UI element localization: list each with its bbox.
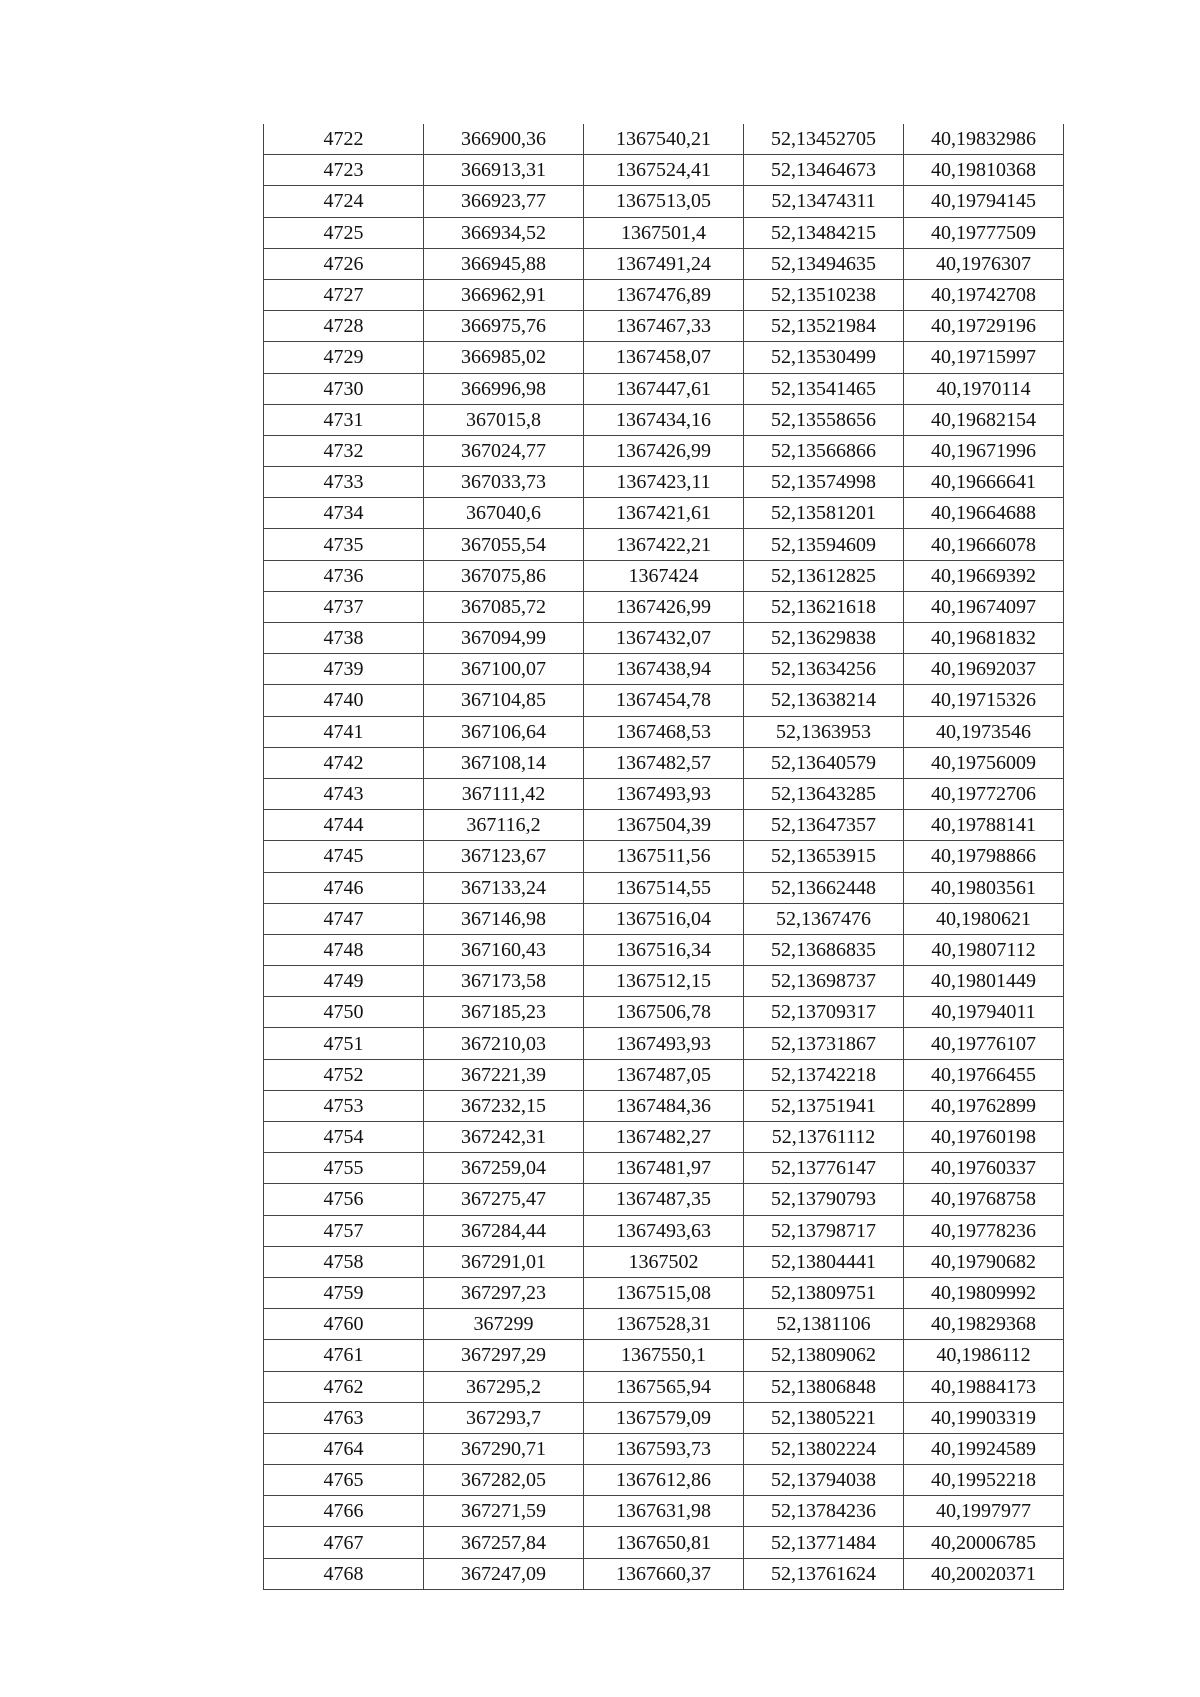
point-number-cell: 4761 [264,1340,424,1371]
x-coordinate-cell: 367024,77 [424,435,584,466]
longitude-cell: 40,19762899 [904,1090,1064,1121]
longitude-cell: 40,19884173 [904,1371,1064,1402]
point-number-cell: 4723 [264,155,424,186]
y-coordinate-cell: 1367593,73 [584,1433,744,1464]
point-number-cell: 4757 [264,1215,424,1246]
x-coordinate-cell: 367282,05 [424,1465,584,1496]
y-coordinate-cell: 1367502 [584,1246,744,1277]
table-row [264,810,1064,841]
longitude-cell: 40,1970114 [904,373,1064,404]
x-coordinate-cell: 367293,7 [424,1402,584,1433]
latitude-cell: 52,13742218 [744,1059,904,1090]
y-coordinate-cell: 1367438,94 [584,654,744,685]
latitude-cell: 52,13761112 [744,1122,904,1153]
longitude-cell: 40,19810368 [904,155,1064,186]
x-coordinate-cell: 367259,04 [424,1153,584,1184]
table-row [264,997,1064,1028]
point-number-cell: 4744 [264,810,424,841]
longitude-cell: 40,1986112 [904,1340,1064,1371]
x-coordinate-cell: 367290,71 [424,1433,584,1464]
point-number-cell: 4753 [264,1090,424,1121]
y-coordinate-cell: 1367524,41 [584,155,744,186]
point-number-cell: 4752 [264,1059,424,1090]
x-coordinate-cell: 367033,73 [424,467,584,498]
point-number-cell: 4733 [264,467,424,498]
y-coordinate-cell: 1367506,78 [584,997,744,1028]
point-number-cell: 4768 [264,1558,424,1589]
table-row [264,1153,1064,1184]
table-row [264,124,1064,155]
latitude-cell: 52,13771484 [744,1527,904,1558]
table-row [264,1090,1064,1121]
latitude-cell: 52,13806848 [744,1371,904,1402]
point-number-cell: 4734 [264,498,424,529]
y-coordinate-cell: 1367493,93 [584,778,744,809]
table-row [264,560,1064,591]
x-coordinate-cell: 367100,07 [424,654,584,685]
x-coordinate-cell: 366962,91 [424,279,584,310]
y-coordinate-cell: 1367482,57 [584,747,744,778]
latitude-cell: 52,13686835 [744,934,904,965]
table-row [264,1309,1064,1340]
x-coordinate-cell: 367271,59 [424,1496,584,1527]
point-number-cell: 4755 [264,1153,424,1184]
longitude-cell: 40,20020371 [904,1558,1064,1589]
y-coordinate-cell: 1367426,99 [584,591,744,622]
point-number-cell: 4751 [264,1028,424,1059]
latitude-cell: 52,13643285 [744,778,904,809]
table-row [264,1277,1064,1308]
y-coordinate-cell: 1367487,05 [584,1059,744,1090]
latitude-cell: 52,13709317 [744,997,904,1028]
latitude-cell: 52,13510238 [744,279,904,310]
table-row [264,1402,1064,1433]
y-coordinate-cell: 1367482,27 [584,1122,744,1153]
y-coordinate-cell: 1367501,4 [584,217,744,248]
table-row [264,1340,1064,1371]
y-coordinate-cell: 1367514,55 [584,872,744,903]
y-coordinate-cell: 1367516,04 [584,903,744,934]
longitude-cell: 40,19807112 [904,934,1064,965]
x-coordinate-cell: 366934,52 [424,217,584,248]
longitude-cell: 40,19903319 [904,1402,1064,1433]
point-number-cell: 4766 [264,1496,424,1527]
table-row [264,217,1064,248]
point-number-cell: 4749 [264,966,424,997]
y-coordinate-cell: 1367423,11 [584,467,744,498]
point-number-cell: 4762 [264,1371,424,1402]
latitude-cell: 52,13776147 [744,1153,904,1184]
x-coordinate-cell: 367055,54 [424,529,584,560]
table-row [264,467,1064,498]
longitude-cell: 40,19674097 [904,591,1064,622]
y-coordinate-cell: 1367421,61 [584,498,744,529]
point-number-cell: 4760 [264,1309,424,1340]
longitude-cell: 40,19794011 [904,997,1064,1028]
x-coordinate-cell: 367210,03 [424,1028,584,1059]
y-coordinate-cell: 1367550,1 [584,1340,744,1371]
longitude-cell: 40,19692037 [904,654,1064,685]
latitude-cell: 52,13452705 [744,124,904,155]
point-number-cell: 4741 [264,716,424,747]
point-number-cell: 4722 [264,124,424,155]
y-coordinate-cell: 1367426,99 [584,435,744,466]
longitude-cell: 40,19682154 [904,404,1064,435]
x-coordinate-cell: 366975,76 [424,311,584,342]
latitude-cell: 52,13640579 [744,747,904,778]
x-coordinate-cell: 367075,86 [424,560,584,591]
point-number-cell: 4737 [264,591,424,622]
latitude-cell: 52,13805221 [744,1402,904,1433]
longitude-cell: 40,19671996 [904,435,1064,466]
y-coordinate-cell: 1367660,37 [584,1558,744,1589]
latitude-cell: 52,13558656 [744,404,904,435]
y-coordinate-cell: 1367511,56 [584,841,744,872]
latitude-cell: 52,13594609 [744,529,904,560]
y-coordinate-cell: 1367422,21 [584,529,744,560]
table-row [264,778,1064,809]
table-row [264,1028,1064,1059]
point-number-cell: 4732 [264,435,424,466]
longitude-cell: 40,19832986 [904,124,1064,155]
table-row [264,1059,1064,1090]
x-coordinate-cell: 366996,98 [424,373,584,404]
longitude-cell: 40,19952218 [904,1465,1064,1496]
longitude-cell: 40,1976307 [904,248,1064,279]
latitude-cell: 52,13484215 [744,217,904,248]
table-row [264,1558,1064,1589]
longitude-cell: 40,19924589 [904,1433,1064,1464]
latitude-cell: 52,13731867 [744,1028,904,1059]
table-row [264,1215,1064,1246]
y-coordinate-cell: 1367540,21 [584,124,744,155]
table-row [264,1465,1064,1496]
latitude-cell: 52,13653915 [744,841,904,872]
table-row [264,841,1064,872]
x-coordinate-cell: 367221,39 [424,1059,584,1090]
y-coordinate-cell: 1367579,09 [584,1402,744,1433]
table-row [264,529,1064,560]
latitude-cell: 52,13474311 [744,186,904,217]
table-row [264,716,1064,747]
table-row [264,435,1064,466]
point-number-cell: 4764 [264,1433,424,1464]
y-coordinate-cell: 1367424 [584,560,744,591]
latitude-cell: 52,13802224 [744,1433,904,1464]
longitude-cell: 40,19801449 [904,966,1064,997]
table-row [264,1371,1064,1402]
table-row [264,373,1064,404]
longitude-cell: 40,19809992 [904,1277,1064,1308]
latitude-cell: 52,13612825 [744,560,904,591]
latitude-cell: 52,13494635 [744,248,904,279]
latitude-cell: 52,13647357 [744,810,904,841]
table-row [264,342,1064,373]
point-number-cell: 4740 [264,685,424,716]
table-row [264,1184,1064,1215]
latitude-cell: 52,13566866 [744,435,904,466]
x-coordinate-cell: 367275,47 [424,1184,584,1215]
y-coordinate-cell: 1367493,63 [584,1215,744,1246]
latitude-cell: 52,13629838 [744,623,904,654]
latitude-cell: 52,1381106 [744,1309,904,1340]
table-row [264,903,1064,934]
y-coordinate-cell: 1367454,78 [584,685,744,716]
point-number-cell: 4731 [264,404,424,435]
latitude-cell: 52,13541465 [744,373,904,404]
longitude-cell: 40,19788141 [904,810,1064,841]
point-number-cell: 4727 [264,279,424,310]
longitude-cell: 40,19772706 [904,778,1064,809]
table-row [264,1122,1064,1153]
latitude-cell: 52,13634256 [744,654,904,685]
x-coordinate-cell: 367173,58 [424,966,584,997]
point-number-cell: 4726 [264,248,424,279]
y-coordinate-cell: 1367432,07 [584,623,744,654]
x-coordinate-cell: 367297,29 [424,1340,584,1371]
table-row [264,186,1064,217]
longitude-cell: 40,19776107 [904,1028,1064,1059]
y-coordinate-cell: 1367481,97 [584,1153,744,1184]
latitude-cell: 52,13790793 [744,1184,904,1215]
y-coordinate-cell: 1367515,08 [584,1277,744,1308]
latitude-cell: 52,13809062 [744,1340,904,1371]
y-coordinate-cell: 1367458,07 [584,342,744,373]
longitude-cell: 40,19829368 [904,1309,1064,1340]
latitude-cell: 52,13638214 [744,685,904,716]
latitude-cell: 52,13662448 [744,872,904,903]
x-coordinate-cell: 366985,02 [424,342,584,373]
table-row [264,685,1064,716]
latitude-cell: 52,13581201 [744,498,904,529]
longitude-cell: 40,19742708 [904,279,1064,310]
x-coordinate-cell: 367295,2 [424,1371,584,1402]
x-coordinate-cell: 366913,31 [424,155,584,186]
latitude-cell: 52,13621618 [744,591,904,622]
x-coordinate-cell: 366945,88 [424,248,584,279]
point-number-cell: 4745 [264,841,424,872]
x-coordinate-cell: 367284,44 [424,1215,584,1246]
latitude-cell: 52,13809751 [744,1277,904,1308]
y-coordinate-cell: 1367650,81 [584,1527,744,1558]
table-row [264,311,1064,342]
y-coordinate-cell: 1367447,61 [584,373,744,404]
point-number-cell: 4725 [264,217,424,248]
longitude-cell: 40,19760337 [904,1153,1064,1184]
point-number-cell: 4746 [264,872,424,903]
x-coordinate-cell: 367299 [424,1309,584,1340]
table-row [264,966,1064,997]
y-coordinate-cell: 1367512,15 [584,966,744,997]
latitude-cell: 52,13784236 [744,1496,904,1527]
latitude-cell: 52,1367476 [744,903,904,934]
y-coordinate-cell: 1367491,24 [584,248,744,279]
point-number-cell: 4742 [264,747,424,778]
x-coordinate-cell: 367108,14 [424,747,584,778]
point-number-cell: 4729 [264,342,424,373]
table-row [264,1433,1064,1464]
table-row [264,747,1064,778]
y-coordinate-cell: 1367493,93 [584,1028,744,1059]
x-coordinate-cell: 367185,23 [424,997,584,1028]
longitude-cell: 40,19777509 [904,217,1064,248]
point-number-cell: 4750 [264,997,424,1028]
latitude-cell: 52,13698737 [744,966,904,997]
point-number-cell: 4763 [264,1402,424,1433]
latitude-cell: 52,13761624 [744,1558,904,1589]
table-row [264,1246,1064,1277]
x-coordinate-cell: 367257,84 [424,1527,584,1558]
longitude-cell: 40,19778236 [904,1215,1064,1246]
longitude-cell: 40,19756009 [904,747,1064,778]
longitude-cell: 40,19794145 [904,186,1064,217]
y-coordinate-cell: 1367631,98 [584,1496,744,1527]
y-coordinate-cell: 1367528,31 [584,1309,744,1340]
latitude-cell: 52,13574998 [744,467,904,498]
longitude-cell: 40,19768758 [904,1184,1064,1215]
table-row [264,591,1064,622]
x-coordinate-cell: 367247,09 [424,1558,584,1589]
longitude-cell: 40,19760198 [904,1122,1064,1153]
x-coordinate-cell: 367085,72 [424,591,584,622]
longitude-cell: 40,19798866 [904,841,1064,872]
point-number-cell: 4767 [264,1527,424,1558]
longitude-cell: 40,20006785 [904,1527,1064,1558]
y-coordinate-cell: 1367612,86 [584,1465,744,1496]
longitude-cell: 40,19669392 [904,560,1064,591]
point-number-cell: 4756 [264,1184,424,1215]
y-coordinate-cell: 1367468,53 [584,716,744,747]
table-row [264,248,1064,279]
x-coordinate-cell: 367111,42 [424,778,584,809]
point-number-cell: 4728 [264,311,424,342]
y-coordinate-cell: 1367484,36 [584,1090,744,1121]
longitude-cell: 40,19666641 [904,467,1064,498]
point-number-cell: 4730 [264,373,424,404]
point-number-cell: 4765 [264,1465,424,1496]
y-coordinate-cell: 1367565,94 [584,1371,744,1402]
longitude-cell: 40,19715326 [904,685,1064,716]
coordinates-table-body [264,124,1064,1589]
x-coordinate-cell: 366923,77 [424,186,584,217]
table-row [264,498,1064,529]
y-coordinate-cell: 1367434,16 [584,404,744,435]
point-number-cell: 4736 [264,560,424,591]
point-number-cell: 4743 [264,778,424,809]
x-coordinate-cell: 367015,8 [424,404,584,435]
latitude-cell: 52,13798717 [744,1215,904,1246]
point-number-cell: 4748 [264,934,424,965]
latitude-cell: 52,13464673 [744,155,904,186]
longitude-cell: 40,19790682 [904,1246,1064,1277]
latitude-cell: 52,13521984 [744,311,904,342]
longitude-cell: 40,19803561 [904,872,1064,903]
table-row [264,155,1064,186]
x-coordinate-cell: 367040,6 [424,498,584,529]
point-number-cell: 4739 [264,654,424,685]
latitude-cell: 52,13530499 [744,342,904,373]
longitude-cell: 40,19664688 [904,498,1064,529]
longitude-cell: 40,19766455 [904,1059,1064,1090]
point-number-cell: 4724 [264,186,424,217]
table-row [264,1496,1064,1527]
longitude-cell: 40,19715997 [904,342,1064,373]
point-number-cell: 4759 [264,1277,424,1308]
point-number-cell: 4735 [264,529,424,560]
y-coordinate-cell: 1367516,34 [584,934,744,965]
x-coordinate-cell: 367123,67 [424,841,584,872]
x-coordinate-cell: 367106,64 [424,716,584,747]
latitude-cell: 52,13751941 [744,1090,904,1121]
table-row [264,623,1064,654]
table-row [264,934,1064,965]
x-coordinate-cell: 367242,31 [424,1122,584,1153]
x-coordinate-cell: 366900,36 [424,124,584,155]
longitude-cell: 40,19729196 [904,311,1064,342]
y-coordinate-cell: 1367476,89 [584,279,744,310]
x-coordinate-cell: 367104,85 [424,685,584,716]
longitude-cell: 40,1980621 [904,903,1064,934]
y-coordinate-cell: 1367504,39 [584,810,744,841]
longitude-cell: 40,1997977 [904,1496,1064,1527]
x-coordinate-cell: 367146,98 [424,903,584,934]
latitude-cell: 52,13804441 [744,1246,904,1277]
longitude-cell: 40,19681832 [904,623,1064,654]
y-coordinate-cell: 1367467,33 [584,311,744,342]
x-coordinate-cell: 367297,23 [424,1277,584,1308]
longitude-cell: 40,19666078 [904,529,1064,560]
latitude-cell: 52,1363953 [744,716,904,747]
table-row [264,872,1064,903]
y-coordinate-cell: 1367513,05 [584,186,744,217]
table-row [264,404,1064,435]
point-number-cell: 4758 [264,1246,424,1277]
coordinates-table [263,124,1064,1590]
x-coordinate-cell: 367094,99 [424,623,584,654]
longitude-cell: 40,1973546 [904,716,1064,747]
y-coordinate-cell: 1367487,35 [584,1184,744,1215]
x-coordinate-cell: 367160,43 [424,934,584,965]
x-coordinate-cell: 367116,2 [424,810,584,841]
table-row [264,279,1064,310]
table-row [264,1527,1064,1558]
point-number-cell: 4738 [264,623,424,654]
x-coordinate-cell: 367291,01 [424,1246,584,1277]
point-number-cell: 4747 [264,903,424,934]
point-number-cell: 4754 [264,1122,424,1153]
x-coordinate-cell: 367232,15 [424,1090,584,1121]
latitude-cell: 52,13794038 [744,1465,904,1496]
table-row [264,654,1064,685]
x-coordinate-cell: 367133,24 [424,872,584,903]
